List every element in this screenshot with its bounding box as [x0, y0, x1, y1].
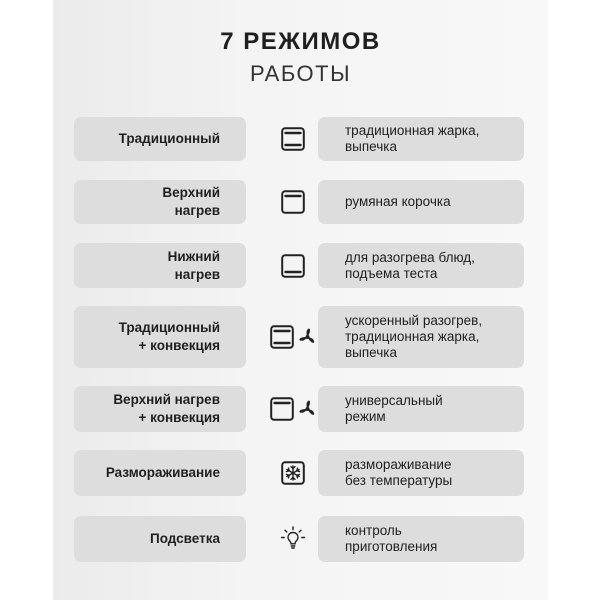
- mode-label: Нижний нагрев: [74, 243, 246, 288]
- fan-icon: [299, 329, 315, 344]
- mode-label: Традиционный + конвекция: [74, 306, 246, 368]
- mode-row-top-heat: [74, 180, 524, 224]
- mode-description: размораживание без температуры: [318, 450, 524, 496]
- mode-label: Верхний нагрев + конвекция: [74, 386, 246, 432]
- mode-label: Верхний нагрев: [74, 180, 246, 224]
- mode-description: универсальный режим: [318, 386, 524, 432]
- mode-description: румяная корочка: [318, 180, 524, 224]
- mode-row-traditional-convection: [74, 306, 524, 368]
- fan-icon: [299, 401, 315, 416]
- mode-label: Традиционный: [74, 117, 246, 161]
- mode-label: Размораживание: [74, 450, 246, 496]
- mode-row-top-heat-convection: [74, 386, 524, 432]
- mode-row-bottom-heat: [74, 243, 524, 288]
- mode-description: контроль приготовления: [318, 516, 524, 562]
- mode-label: Подсветка: [74, 516, 246, 562]
- mode-description: ускоренный разогрев, традиционная жарка, выпечка: [318, 306, 524, 368]
- mode-description: традиционная жарка, выпечка: [318, 117, 524, 161]
- title-subtitle: РАБОТЫ: [249, 61, 352, 86]
- mode-row-defrost: [74, 450, 524, 496]
- title-main: 7 РЕЖИМОВ: [220, 28, 381, 55]
- mode-row-traditional: [74, 117, 524, 161]
- mode-description: для разогрева блюд, подъема теста: [318, 243, 524, 288]
- mode-row-light: [74, 516, 524, 562]
